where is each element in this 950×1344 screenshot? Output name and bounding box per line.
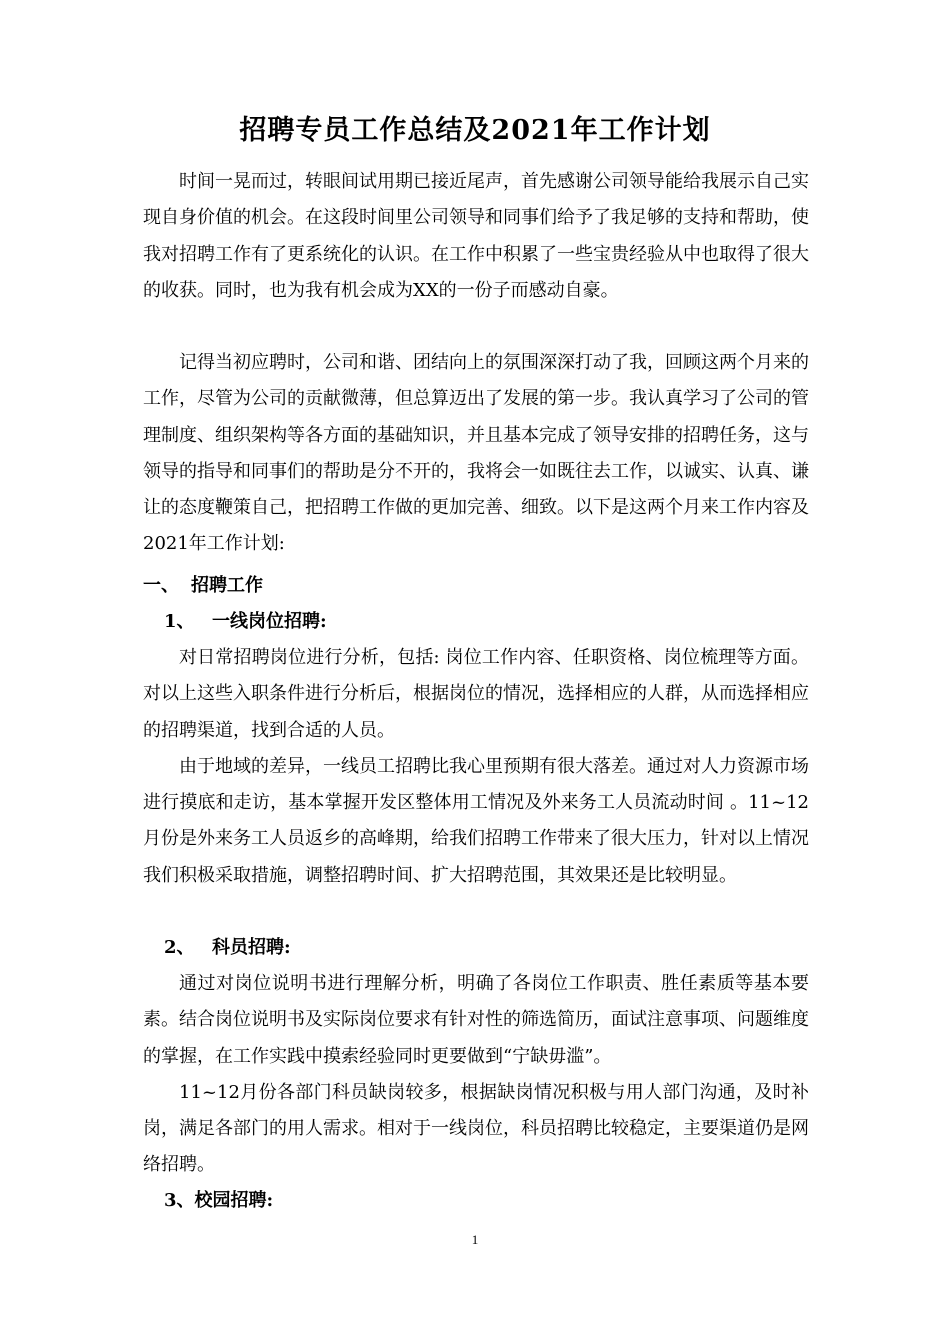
intro-paragraph-1: 时间一晃而过，转眼间试用期已接近尾声，首先感谢公司领导能给我展示自己实现自身价值的机会。在这段时间里公司领导和同事们给予了我足够的支持和帮助，使我对招聘工作有了更系统化的认识。在工作中积累了一些宝贵经验从中也取得了很大的收获。同时，也为我有机会成为XX的一份子而感动自豪。 — [143, 171, 809, 301]
page-number: 1 — [471, 1232, 479, 1247]
subsection-2-body — [143, 966, 809, 1184]
body-paragraph: 由于地域的差异，一线员工招聘比我心里预期有很大落差。通过对人力资源市场进行摸底和走访，基本掌握开发区整体用工情况及外来务工人员流动时间 。11~12月份是外来务工人员返乡的高峰期，给我们招聘工作带来了很大压力，针对以上情况我们积极采取措施，调整招聘时间、扩大招聘范围，其效果还是比较明显。 — [143, 755, 809, 886]
subsection-heading-text: 一线岗位招聘: — [212, 611, 327, 632]
body-paragraph: 对日常招聘岗位进行分析，包括: 岗位工作内容、任职资格、岗位梳理等方面。对以上这些入职条件进行分析后，根据岗位的情况，选择相应的人群，从而选择相应的招聘渠道，找到合适的人员。 — [143, 647, 809, 741]
intro-paragraph-2-block — [143, 345, 809, 563]
intro-paragraph-1-block — [143, 164, 809, 309]
subsection-heading-text: 校园招聘: — [194, 1190, 274, 1211]
subsection-number: 3、 — [164, 1190, 195, 1211]
section-number: 一、 — [143, 575, 179, 596]
intro-paragraph-2: 记得当初应聘时，公司和谐、团结向上的氛围深深打动了我，回顾这两个月来的工作，尽管为公司的贡献微薄，但总算迈出了发展的第一步。我认真学习了公司的管理制度、组织架构等各方面的基础知识，并且基本完成了领导安排的招聘任务，这与领导的指导和同事们的帮助是分不开的，我将会一如既往去工作，以诚实、认真、谦让的态度鞭策自己，把招聘工作做的更加完善、细致。以下是这两个月来工作内容及2021年工作计划: — [143, 352, 809, 555]
body-paragraph: 11~12月份各部门科员缺岗较多，根据缺岗情况积极与用人部门沟通，及时补岗，满足各部门的用人需求。相对于一线岗位，科员招聘比较稳定，主要渠道仍是网络招聘。 — [143, 1081, 809, 1176]
body-paragraph: 通过对岗位说明书进行理解分析，明确了各岗位工作职责、胜任素质等基本要素。结合岗位说明书及实际岗位要求有针对性的筛选简历，面试注意事项、问题维度的掌握，在工作实践中摸索经验同时更要做到“宁缺毋滥”。 — [143, 973, 809, 1067]
subsection-heading-2 — [164, 930, 291, 966]
section-heading-text: 招聘工作 — [191, 575, 263, 596]
subsection-1-body — [143, 640, 809, 894]
subsection-heading-1 — [164, 604, 327, 640]
subsection-heading-3 — [164, 1183, 273, 1219]
subsection-heading-text: 科员招聘: — [212, 937, 291, 958]
subsection-number: 2、 — [164, 937, 195, 958]
document-title: 招聘专员工作总结及2021年工作计划 — [239, 115, 711, 146]
subsection-number: 1、 — [164, 611, 195, 632]
section-heading-1 — [143, 568, 263, 604]
